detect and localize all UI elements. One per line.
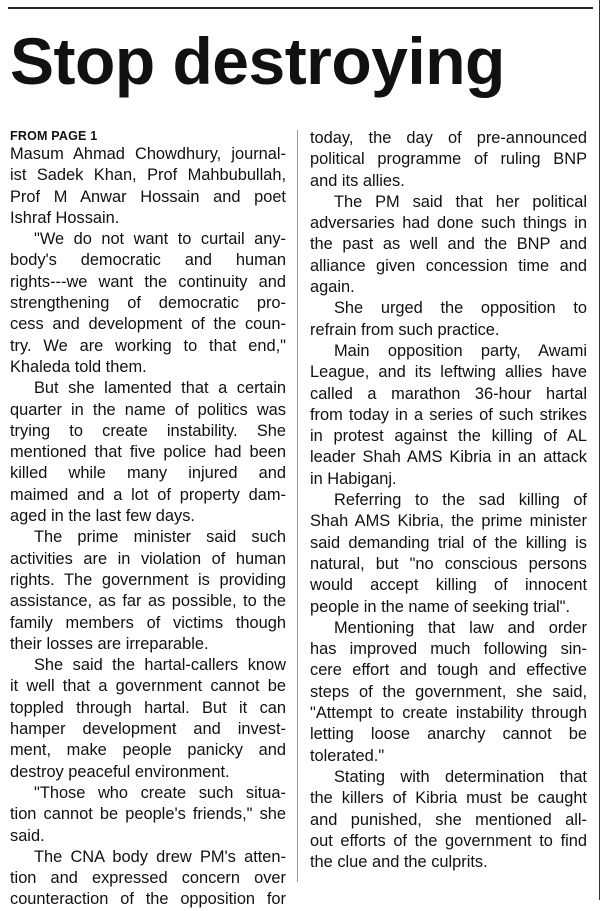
text-line: The PM said that her political xyxy=(334,192,587,211)
text-line: adversaries had done such things in xyxy=(310,214,587,233)
article-column-right xyxy=(310,128,587,873)
text-line: family members of victims though xyxy=(10,613,286,632)
text-line: it well that a government cannot be xyxy=(10,677,286,696)
text-line: rights. The government is providing xyxy=(10,570,286,589)
text-line: "Attempt to create instability through xyxy=(310,704,587,723)
text-line: the clue and the culprits. xyxy=(310,853,488,872)
text-line: Ishraf Hossain. xyxy=(10,208,120,227)
text-line: maimed and a lot of property dam- xyxy=(10,485,286,504)
article-column-left xyxy=(10,128,286,911)
column-divider xyxy=(297,130,298,882)
text-line: out efforts of the government to find xyxy=(310,831,587,850)
text-line: leader Shah AMS Kibria in an attack xyxy=(310,448,587,467)
text-line: today, the day of pre-announced xyxy=(310,129,587,147)
column-body xyxy=(10,144,286,911)
text-line: called a marathon 36-hour hartal xyxy=(310,384,587,403)
page-edge-rule xyxy=(599,0,600,900)
text-line: But she lamented that a certain xyxy=(34,379,286,398)
text-line: letting loose anarchy cannot be xyxy=(310,725,587,744)
text-line: refrain from such practice. xyxy=(310,320,500,339)
text-line: Khaleda told them. xyxy=(10,357,147,376)
text-line: Main opposition party, Awami xyxy=(334,341,587,360)
text-line: try. We are working to that end," xyxy=(10,336,286,355)
text-line: people in the name of seeking trial". xyxy=(310,597,571,616)
text-line: from today in a series of such strikes xyxy=(310,405,587,424)
text-line: the past as well and the BNP and xyxy=(310,235,587,254)
text-line: alliance given concession time and xyxy=(310,256,587,275)
column-body xyxy=(310,128,587,873)
text-line: killed while many injured and xyxy=(10,464,286,483)
text-line: natural, but "no conscious persons xyxy=(310,554,587,573)
text-line: has improved much following sin- xyxy=(310,640,587,659)
text-line: the killers of Kibria must be caught xyxy=(310,789,587,808)
text-line: tion and expressed concern over xyxy=(10,869,286,888)
text-line: assistance, as far as possible, to the xyxy=(10,592,286,611)
text-line: League, and its leftwing allies have xyxy=(310,363,587,382)
kicker-from-page: FROM PAGE 1 xyxy=(10,129,98,143)
text-line: destroy peaceful environment. xyxy=(10,762,230,781)
text-line: said. xyxy=(10,826,45,845)
text-line: Mentioning that law and order xyxy=(334,618,587,637)
text-line: their losses are irreparable. xyxy=(10,634,209,653)
text-line: rights---we want the continuity and xyxy=(10,272,286,291)
text-line: and its allies. xyxy=(310,171,405,190)
text-line: cess and development of the coun- xyxy=(10,315,286,334)
headline: Stop destroying xyxy=(10,24,505,98)
text-line: Masum Ahmad Chowdhury, journal- xyxy=(10,145,286,163)
text-line: Stating with determination that xyxy=(334,767,587,786)
text-line: Referring to the sad killing of xyxy=(334,491,587,510)
text-line: aged in the last few days. xyxy=(10,507,195,526)
text-line: mentioned that five police had been xyxy=(10,443,286,462)
text-line: ment, make people panicky and xyxy=(10,741,286,760)
text-line: trying to create instability. She xyxy=(10,421,286,440)
text-line: activities are in violation of human xyxy=(10,549,286,568)
top-rule xyxy=(8,7,593,9)
text-line: quarter in the name of politics was xyxy=(10,400,286,419)
text-line: She urged the opposition to xyxy=(334,299,587,318)
text-line: The CNA body drew PM's atten- xyxy=(34,847,286,866)
text-line: cere effort and tough and effective xyxy=(310,661,587,680)
text-line: steps of the government, she said, xyxy=(310,682,587,701)
text-line: She said the hartal-callers know xyxy=(34,656,286,675)
text-line: hamper development and invest- xyxy=(10,720,286,739)
text-line: again. xyxy=(310,278,355,297)
text-line: said demanding trial of the killing is xyxy=(310,533,587,552)
text-line: Prof M Anwar Hossain and poet xyxy=(10,187,286,206)
text-line: would accept killing of innocent xyxy=(310,576,587,595)
text-line: "Those who create such situa- xyxy=(34,783,286,802)
text-line: "We do not want to curtail any- xyxy=(34,230,286,249)
text-line: in Habiganj. xyxy=(310,469,397,488)
text-line: political programme of ruling BNP xyxy=(310,150,587,169)
text-line: strengthening of democratic pro- xyxy=(10,294,286,313)
text-line: in protest against the killing of AL xyxy=(310,427,587,446)
text-line: body's democratic and human xyxy=(10,251,286,270)
text-line: Shah AMS Kibria, the prime minister xyxy=(310,512,587,531)
text-line: tolerated." xyxy=(310,746,385,765)
text-line: counteraction of the opposition for xyxy=(10,890,286,909)
text-line: and punished, she mentioned all- xyxy=(310,810,587,829)
text-line: The prime minister said such xyxy=(34,528,286,547)
text-line: tion cannot be people's friends," she xyxy=(10,805,286,824)
text-line: ist Sadek Khan, Prof Mahbubullah, xyxy=(10,166,286,185)
text-line: toppled through hartal. But it can xyxy=(10,698,286,717)
